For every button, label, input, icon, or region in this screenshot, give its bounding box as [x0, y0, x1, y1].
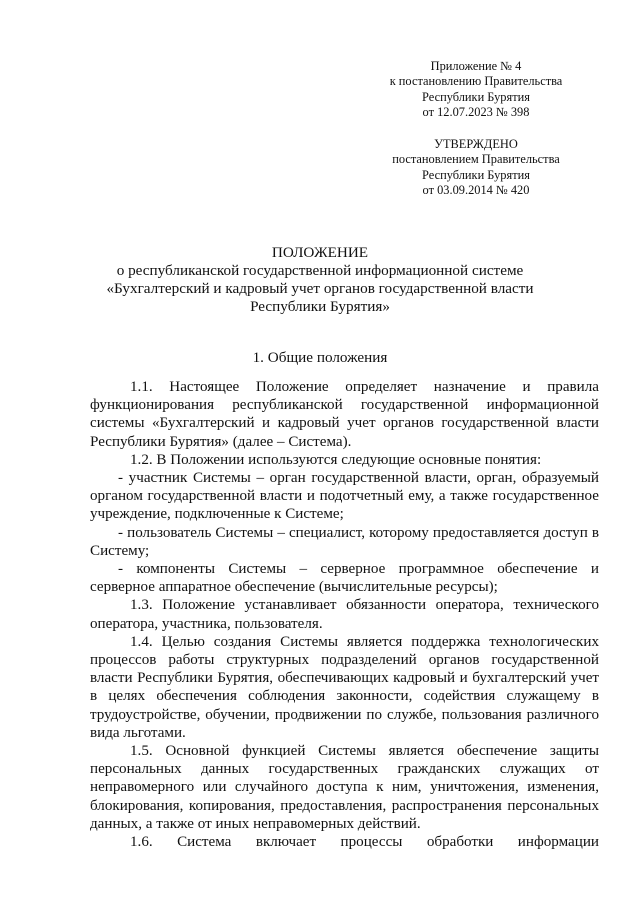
appendix-number: Приложение № 4	[430, 59, 522, 73]
appendix-authority: Республики Бурятия	[422, 89, 530, 104]
approval-date: от 03.09.2014 № 420	[422, 183, 530, 198]
document-title	[60, 244, 580, 316]
approval-status: УТВЕРЖДЕНО	[434, 137, 518, 151]
section-heading: 1. Общие положения	[252, 349, 388, 366]
appendix-date: от 12.07.2023 № 398	[422, 105, 530, 120]
paragraph-1-6: 1.6. Система включает процессы обработки информации	[130, 834, 599, 851]
definition-user: - пользователь Системы – специалист, которому предоставляется доступ в Систему;	[90, 524, 599, 559]
definition-components: - компоненты Системы – серверное программное обеспечение и серверное аппаратное обеспечение (вычислительные ресурсы);	[90, 561, 599, 596]
appendix-reference: к постановлению Правительства	[389, 74, 563, 89]
paragraph-1-3: 1.3. Положение устанавливает обязанности оператора, технического оператора, участника, пользователя.	[90, 597, 599, 632]
paragraph-1-2: 1.2. В Положении используются следующие основные понятия:	[130, 451, 542, 468]
section-body	[90, 378, 599, 851]
paragraph-1-5: 1.5. Основной функцией Системы является обеспечение защиты персональных данных государственных гражданских служащих от неправомерного или случайного доступа к ним, уничтожения, изменения, блокирования, копирования, предоставления, распространения персональных данных, а также от иных неправомерных действий.	[90, 743, 599, 832]
title-subject-line1: о республиканской государственной информационной системе	[116, 262, 524, 279]
approval-reference: постановлением Правительства	[392, 152, 560, 167]
title-subject-line3: Республики Бурятия»	[250, 298, 390, 315]
definition-participant: - участник Системы – орган государственной власти, орган, образуемый органом государственной власти и подотчетный ему, а также государственное учреждение, подключенные к Системе;	[90, 470, 599, 523]
approval-authority: Республики Бурятия	[422, 167, 530, 182]
approval-header	[330, 137, 622, 199]
paragraph-1-1: 1.1. Настоящее Положение определяет назначение и правила функционирования республиканской государственной информационной системы «Бухгалтерский и кадровый учет органов государственной власти Республики Бурятия» (далее – Система).	[90, 379, 599, 450]
title-main: ПОЛОЖЕНИЕ	[271, 244, 369, 261]
appendix-header	[330, 59, 622, 121]
title-subject-line2: «Бухгалтерский и кадровый учет органов государственной власти	[106, 280, 534, 297]
paragraph-1-4: 1.4. Целью создания Системы является поддержка технологических процессов работы структурных подразделений органов государственной власти Республики Бурятия, обеспечивающих кадровый и бухгалтерский учет в целях обеспечения соблюдения законности, содействия служащему в трудоустройстве, обучении, продвижении по службе, пользования различного вида льготами.	[90, 633, 599, 741]
